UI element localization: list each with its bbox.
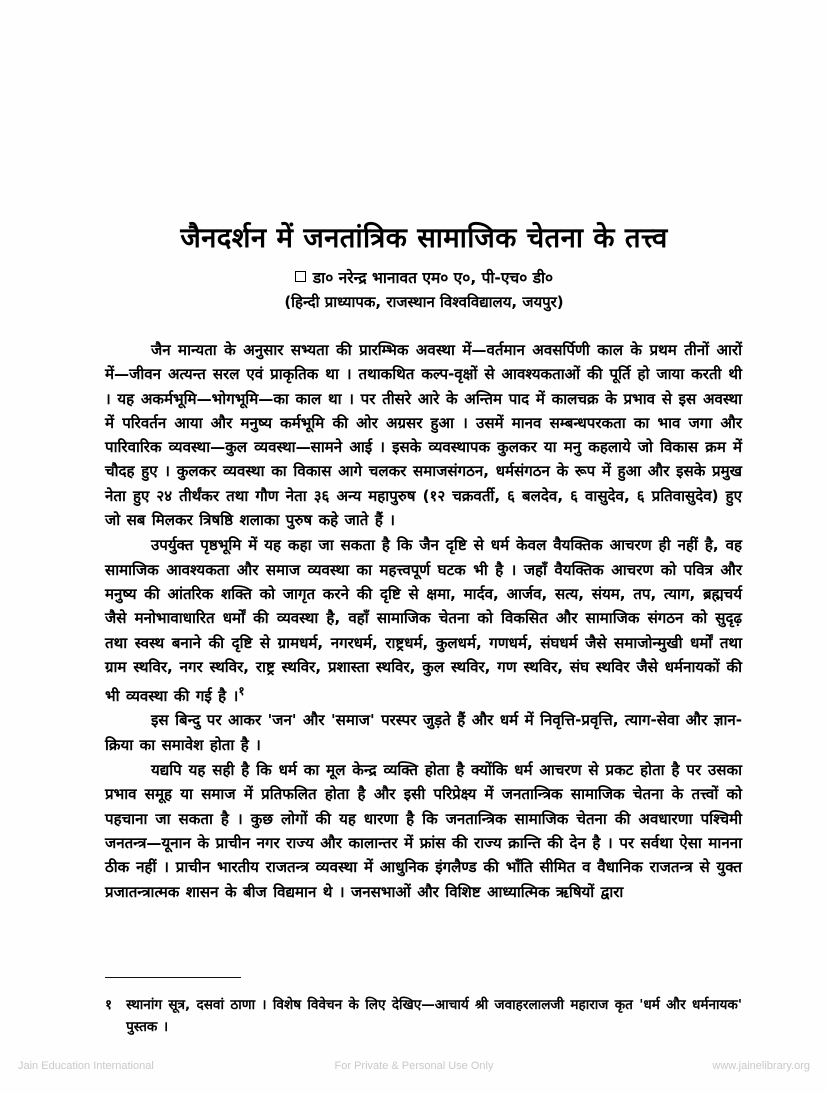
- page-title: जैनदर्शन में जनतांत्रिक सामाजिक चेतना के तत्त्व: [180, 222, 668, 254]
- page-footer: [0, 1060, 828, 1082]
- body-paragraph: इस बिन्दु पर आकर 'जन' और 'समाज' परस्पर जुड़ते हैं और धर्म में निवृत्ति-प्रवृत्ति, त्याग-सेवा और ज्ञान-क्रिया का समावेश होता है ।: [105, 711, 742, 754]
- body-paragraph: जैन मान्यता के अनुसार सभ्यता की प्रारम्भिक अवस्था में—वर्तमान अवसर्पिणी काल के प्रथम तीनों आरों में—जीवन अत्यन्त सरल एवं प्राकृतिक था । तथाकथित कल्प-वृक्षों से आवश्यकताओं की पूर्ति हो जाया करती थी । यह अकर्मभूमि—भोगभूमि—का काल था । पर तीसरे आरे के अन्तिम पाद में कालचक्र के प्रभाव से इस अवस्था में परिवर्तन आया और मनुष्य कर्मभूमि की ओर अग्रसर हुआ । उसमें मानव सम्बन्धपरकता का भाव जगा और पारिवारिक व्यवस्था—कुल व्यवस्था—सामने आई । इसके व्यवस्थापक कुलकर या मनु कहलाये जो विकास क्रम में चौदह हुए । कुलकर व्यवस्था का विकास आगे चलकर समाजसंगठन, धर्मसंगठन के रूप में हुआ और इसके प्रमुख नेता हुए २४ तीर्थंकर तथा गौण नेता ३६ अन्य महापुरुष (१२ चक्रवर्ती, ६ बलदेव, ६ वासुदेव, ६ प्रतिवासुदेव) हुए जो सब मिलकर त्रिषष्ठि शलाका पुरुष कहे जाते हैं ।: [105, 341, 742, 530]
- page-header: [100, 222, 748, 313]
- footnote-number: १: [105, 997, 113, 1013]
- footer-usage-notice: For Private & Personal Use Only: [334, 1060, 494, 1072]
- footnote: [105, 994, 742, 1038]
- author-line: [100, 268, 748, 289]
- footer-organization: Jain Education International: [18, 1060, 154, 1072]
- body-paragraph: यद्यपि यह सही है कि धर्म का मूल केन्द्र व्यक्ति होता है क्योंकि धर्म आचरण से प्रकट होता है पर उसका प्रभाव समूह या समाज में प्रतिफलित होता है और इसी परिप्रेक्ष्य में जनतान्त्रिक सामाजिक चेतना के तत्त्वों को पहचाना जा सकता है । कुछ लोगों की यह धारणा है कि जनतान्त्रिक सामाजिक चेतना की अवधारणा पश्चिमी जनतन्त्र—यूनान के प्राचीन नगर राज्य और कालान्तर में फ्रांस की राज्य क्रान्ति की देन है । पर सर्वथा ऐसा मानना ठीक नहीं । प्राचीन भारतीय राजतन्त्र व्यवस्था में आधुनिक इंगलैण्ड की भाँति सीमित व वैधानिक राजतन्त्र से युक्त प्रजातन्त्रात्मक शासन के बीज विद्यमान थे । जनसभाओं और विशिष्ट आध्यात्मिक ऋषियों द्वारा: [105, 761, 742, 901]
- square-bullet-icon: [295, 271, 306, 282]
- body-paragraph-text: उपर्युक्त पृष्ठभूमि में यह कहा जा सकता है कि जैन दृष्टि से धर्म केवल वैयक्तिक आचरण ही नहीं है, वह सामाजिक आवश्यकता और समाज व्यवस्था का महत्त्वपूर्ण घटक भी है । जहाँ वैयक्तिक आचरण को पवित्र और मनुष्य की आंतरिक शक्ति को जागृत करने की दृष्टि से क्षमा, मार्दव, आर्जव, सत्य, संयम, तप, त्याग, ब्रह्मचर्य जैसे मनोभावाधारित धर्मों की व्यवस्था है, वहाँ सामाजिक चेतना को विकसित और सामाजिक संगठन को सुदृढ़ तथा स्वस्थ बनाने की दृष्टि से ग्रामधर्म, नगरधर्म, राष्ट्रधर्म, कुलधर्म, गणधर्म, संघधर्म जैसे समाजोन्मुखी धर्मों तथा ग्राम स्थविर, नगर स्थविर, राष्ट्र स्थविर, प्रशास्ता स्थविर, कुल स्थविर, गण स्थविर, संघ स्थविर जैसे धर्मनायकों की भी व्यवस्था की गई है ।: [105, 536, 742, 706]
- footnote-reference: १: [238, 684, 245, 699]
- author-name: डा० नरेन्द्र भानावत एम० ए०, पी-एच० डी०: [312, 269, 554, 288]
- footnote-text: स्थानांग सूत्र, दसवां ठाणा । विशेष विवेचन के लिए देखिए—आचार्य श्री जवाहरलालजी महाराज कृत 'धर्म और धर्मनायक' पुस्तक ।: [126, 997, 742, 1035]
- body-paragraph: [105, 533, 742, 708]
- author-affiliation: (हिन्दी प्राध्यापक, राजस्थान विश्वविद्यालय, जयपुर): [284, 293, 564, 312]
- footnote-separator: [105, 977, 241, 978]
- article-body: [105, 338, 742, 905]
- footer-website: www.jainelibrary.org: [712, 1060, 810, 1072]
